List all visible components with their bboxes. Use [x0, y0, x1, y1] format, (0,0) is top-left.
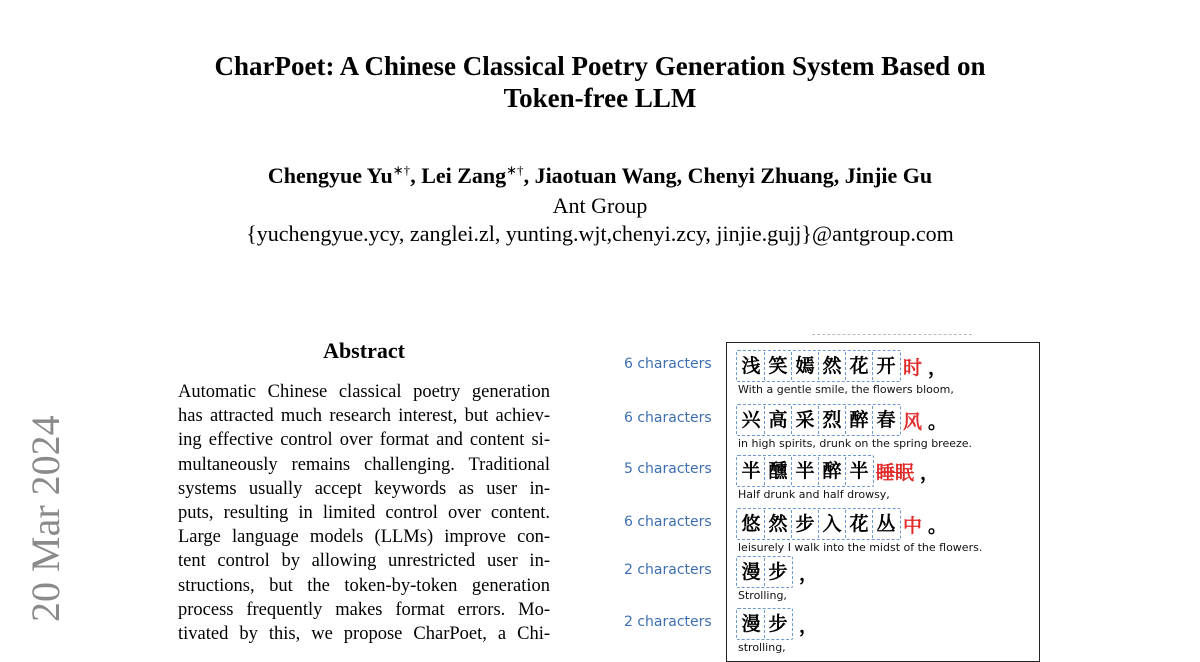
generated-char: 睡眠	[876, 461, 915, 484]
generated-char: 风	[903, 410, 923, 433]
poem-line	[736, 508, 947, 540]
poem-line	[736, 455, 939, 487]
arxiv-date-stamp: 20 Mar 2024	[23, 415, 68, 622]
poem-punctuation: ，	[920, 461, 940, 484]
poem-char: 悠	[738, 510, 765, 538]
author-name: Jinjie Gu	[844, 163, 933, 188]
poem-char: 嫣	[792, 352, 819, 380]
char-count-label: 2 characters	[624, 614, 712, 630]
poem-punctuation: ，	[799, 562, 819, 585]
poem-translation: in high spirits, drunk on the spring breeze.	[738, 437, 973, 450]
poem-char: 醉	[819, 457, 846, 485]
poem-char: 半	[792, 457, 819, 485]
generated-char: 时	[903, 356, 923, 379]
poem-line	[736, 404, 947, 436]
abstract-body	[178, 380, 550, 646]
author-affiliation-mark: ∗†	[392, 162, 411, 178]
poem-char: 入	[819, 510, 846, 538]
poem-char: 然	[819, 352, 846, 380]
poem-char: 步	[768, 613, 788, 635]
char-boxes	[736, 556, 793, 588]
abstract-line: systems usually accept keywords as user in-	[178, 478, 550, 499]
poem-char: 花	[846, 352, 873, 380]
poem-char: 烈	[819, 406, 846, 434]
poem-punctuation: 。	[928, 410, 948, 433]
poem-char: 开	[876, 355, 896, 377]
poem-punctuation: ，	[928, 356, 948, 379]
char-boxes	[736, 508, 901, 540]
poem-char: 花	[846, 510, 873, 538]
poem-translation: strolling,	[738, 641, 786, 654]
poem-char: 半	[738, 457, 765, 485]
abstract-line: multaneously remains challenging. Traditional	[178, 454, 550, 475]
char-boxes	[736, 608, 793, 640]
poem-char: 步	[792, 510, 819, 538]
title-line-2: Token-free LLM	[503, 83, 697, 113]
poem-line	[736, 350, 947, 382]
affiliation: Ant Group	[552, 193, 648, 218]
poem-char: 高	[765, 406, 792, 434]
poem-char: 浅	[738, 352, 765, 380]
poem-char: 醺	[765, 457, 792, 485]
author-list: Chengyue Yu∗†, Lei Zang∗†, Jiaotuan Wang, Chenyi Zhuang, Jinjie Gu	[267, 162, 933, 188]
poem-char: 兴	[738, 406, 765, 434]
poem-char: 丛	[876, 513, 896, 535]
abstract-line: tivated by this, we propose CharPoet, a Chi-	[178, 624, 550, 645]
poem-translation: leisurely I walk into the midst of the flowers.	[738, 541, 983, 554]
char-count-label: 6 characters	[624, 356, 712, 372]
char-boxes	[736, 455, 874, 487]
paper-title	[0, 50, 1200, 114]
poem-char: 步	[768, 561, 788, 583]
poem-translation: Strolling,	[738, 589, 787, 602]
char-boxes	[736, 404, 901, 436]
poem-line	[736, 556, 818, 588]
poem-char: 然	[765, 510, 792, 538]
author-affiliation-mark: ∗†	[506, 162, 524, 178]
poem-translation: Half drunk and half drowsy,	[738, 488, 890, 501]
author-name: Chengyue Yu	[267, 163, 393, 188]
abstract-line: has attracted much research interest, but achiev-	[178, 406, 550, 427]
poem-char: 笑	[765, 352, 792, 380]
poem-char: 漫	[738, 558, 765, 586]
poem-char: 醉	[846, 406, 873, 434]
char-count-label: 6 characters	[624, 410, 712, 426]
poem-punctuation: ，	[799, 614, 819, 637]
title-line-1: CharPoet: A Chinese Classical Poetry Generation System Based on	[214, 51, 986, 81]
poem-char: 采	[792, 406, 819, 434]
generated-char: 中	[903, 514, 923, 537]
abstract-line: tent control by allowing unrestricted user in-	[178, 551, 550, 572]
poem-translation: With a gentle smile, the flowers bloom,	[738, 383, 954, 396]
poem-char: 漫	[738, 610, 765, 638]
abstract-heading: Abstract	[323, 338, 405, 363]
char-count-label: 6 characters	[624, 514, 712, 530]
poem-line	[736, 608, 818, 640]
author-name: Chenyi Zhuang	[687, 163, 834, 188]
poem-char: 半	[849, 460, 869, 482]
author-name: Lei Zang	[421, 163, 507, 188]
char-count-label: 5 characters	[624, 461, 712, 477]
abstract-line: process frequently makes format errors. Mo-	[178, 599, 550, 620]
char-count-label: 2 characters	[624, 562, 712, 578]
author-emails: {yuchengyue.ycy, zanglei.zl, yunting.wjt,chenyi.zcy, jinjie.gujj}@antgroup.com	[246, 221, 954, 246]
author-name: Jiaotuan Wang	[534, 163, 677, 188]
abstract-line: structions, but the token-by-token generation	[178, 575, 550, 596]
abstract-line: puts, resulting in limited control over content.	[178, 503, 550, 524]
abstract-line: ing effective control over format and content si-	[178, 430, 550, 451]
abstract-line: Automatic Chinese classical poetry generation	[178, 382, 550, 402]
abstract-line: Large language models (LLMs) improve con-	[178, 527, 550, 548]
char-boxes	[736, 350, 901, 382]
poem-punctuation: 。	[928, 514, 948, 537]
poem-char: 春	[876, 409, 896, 431]
